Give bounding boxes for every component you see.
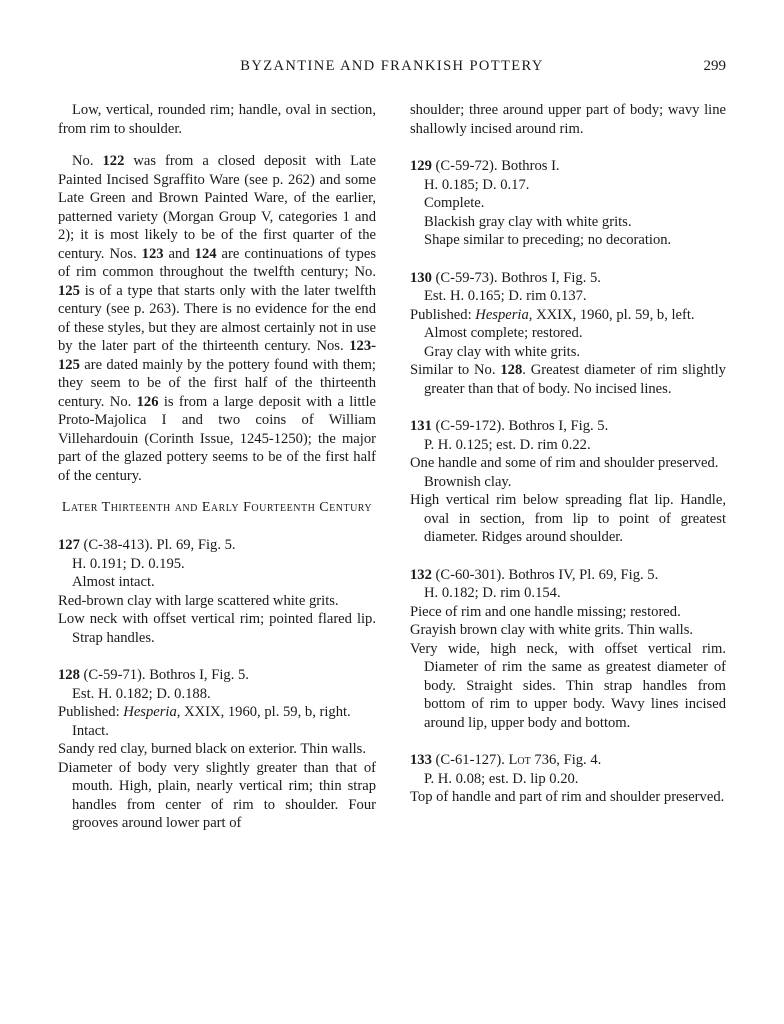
ref-123-125: 123-125 [58, 338, 376, 373]
intro-paragraph: Low, vertical, rounded rim; handle, oval in section, from rim to shoulder. [58, 102, 376, 137]
section-heading: Later Thirteenth and Early Fourteenth Century [61, 500, 373, 515]
entry-description: Low neck with offset vertical rim; pointed flared lip. Strap handles. [58, 611, 376, 646]
entry-clay: Red-brown clay with large scattered white grits. [58, 592, 339, 609]
entry-description: Similar to No. 128. Greatest diameter of rim slightly greater than that of body. No incised lines. [410, 362, 726, 397]
ref-126: 126 [136, 393, 159, 410]
entry-dimensions: Est. H. 0.182; D. 0.188. [72, 685, 211, 702]
entry-condition: Intact. [72, 722, 109, 739]
entry-condition: Piece of rim and one handle missing; restored. [410, 603, 681, 620]
entry-dimensions: H. 0.185; D. 0.17. [424, 176, 530, 193]
catalog-entry-127 [58, 536, 376, 647]
catalog-entry-132 [410, 566, 726, 733]
continued-description: shoulder; three around upper part of body; wavy line shallowly incised around rim. [410, 102, 726, 137]
entry-heading: 128 (C-59-71). Bothros I, Fig. 5. [58, 667, 249, 683]
entry-description: Diameter of body very slightly greater than that of mouth. High, plain, nearly vertical rim; thin strap handles from center of rim to shoulder. Four grooves around lower part of [58, 759, 376, 831]
right-column [410, 101, 726, 807]
entry-condition: One handle and some of rim and shoulder preserved. [410, 455, 719, 471]
entry-clay: Grayish brown clay with white grits. Thin walls. [410, 622, 694, 638]
entry-condition: Almost complete; restored. [424, 325, 583, 341]
entry-heading: 133 (C-61-127). Lot 736, Fig. 4. [410, 752, 602, 768]
entry-description: Very wide, high neck, with offset vertical rim. Diameter of rim the same as greatest diameter of body. Straight sides. Thin strap handles from bottom of rim to upper body. Wavy lines incised around lip, upper body and bottom. [410, 640, 726, 731]
entry-heading: 130 (C-59-73). Bothros I, Fig. 5. [410, 269, 601, 286]
entry-condition: Almost intact. [72, 574, 155, 590]
entry-clay: Gray clay with white grits. [424, 343, 581, 360]
catalog-entry-128 [58, 666, 376, 833]
entry-dimensions: P. H. 0.08; est. D. lip 0.20. [424, 770, 579, 787]
entry-publication: Published: Hesperia, XXIX, 1960, pl. 59, b, left. [410, 306, 695, 323]
ref-124: 124 [194, 245, 217, 262]
catalog-entry-131 [410, 417, 726, 547]
entry-clay: Brownish clay. [424, 473, 512, 490]
entry-heading: 132 (C-60-301). Bothros IV, Pl. 69, Fig. 5. [410, 566, 659, 583]
entry-condition: Top of handle and part of rim and shoulder preserved. [410, 789, 725, 805]
page-number: 299 [703, 58, 726, 74]
ref-125: 125 [58, 282, 80, 299]
entry-dimensions: H. 0.191; D. 0.195. [72, 555, 185, 572]
entry-clay: Sandy red clay, burned black on exterior. Thin walls. [58, 741, 367, 757]
catalog-entry-133 [410, 751, 726, 807]
catalog-entry-129 [410, 157, 726, 250]
entry-clay: Blackish gray clay with white grits. [424, 213, 632, 230]
left-column [58, 101, 376, 833]
catalog-entry-130 [410, 269, 726, 399]
entry-dimensions: H. 0.182; D. rim 0.154. [424, 585, 561, 601]
entry-publication: Published: Hesperia, XXIX, 1960, pl. 59, b, right. [58, 704, 351, 720]
entry-dimensions: Est. H. 0.165; D. rim 0.137. [424, 288, 587, 304]
entry-description: High vertical rim below spreading flat lip. Handle, oval in section, from lip to point of greatest diameter. Ridges around shoulder. [410, 492, 726, 545]
entry-heading: 127 (C-38-413). Pl. 69, Fig. 5. [58, 537, 236, 553]
entry-condition: Complete. [424, 195, 485, 211]
entry-heading: 129 (C-59-72). Bothros I. [410, 158, 560, 174]
page-header [58, 58, 726, 80]
entry-dimensions: P. H. 0.125; est. D. rim 0.22. [424, 436, 591, 453]
entry-heading: 131 (C-59-172). Bothros I, Fig. 5. [410, 418, 609, 434]
entry-description: Shape similar to preceding; no decoration. [424, 232, 672, 248]
ref-122: 122 [102, 153, 125, 169]
ref-123: 123 [141, 245, 164, 262]
running-title: BYZANTINE AND FRANKISH POTTERY [240, 58, 544, 74]
discussion-paragraph: No. 122 was from a closed deposit with Late Painted Incised Sgraffito Ware (see p. 262) and some Late Green and Brown Painted Ware, of the earlier, patterned variety (Morgan Group V, categories 1 and 2); it is most likely to be of the first quarter of the century. Nos. 123 and 124 are continuations of types of rim common throughout the twelfth century; No. 125 is of a type that starts only with the later twelfth century (see p. 263). There is no evidence for the end of these styles, but they are almost certainly not in use by the later part of the thirteenth century. Nos. 123-125 are dated mainly by the pottery found with them; they seem to be of the first half of the thirteenth century. No. 126 is from a large deposit with a little Proto-Majolica I and two coins of William Villehardouin (Corinth Issue, 1245-1250); the major part of the glazed pottery seems to be of the first half of the century. [58, 153, 377, 484]
